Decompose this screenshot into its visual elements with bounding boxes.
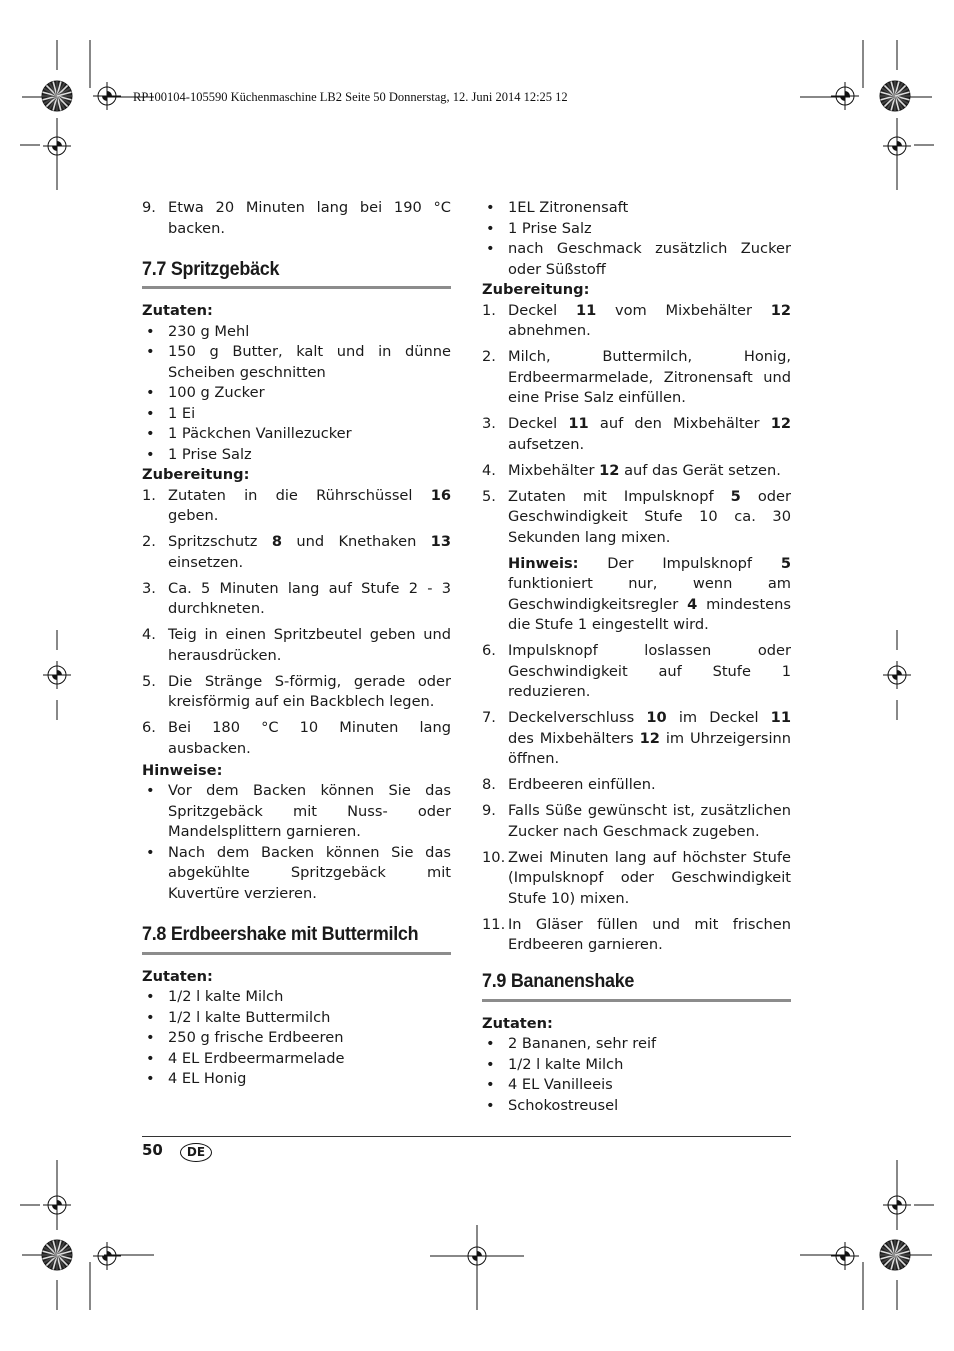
step-item xyxy=(142,625,451,666)
step-text: aufsetzen. xyxy=(508,435,585,453)
step-text: oder Geschwindigkeit Stufe 10 ca. 30 Sekunden lang mixen. xyxy=(508,487,792,546)
step-number: 1. xyxy=(142,486,156,504)
step-text: Mixbehälter xyxy=(508,461,600,479)
registration-mark-icon xyxy=(93,1242,121,1270)
intro-step: 9. Etwa 20 Minuten lang bei 190 °C backen. xyxy=(142,199,451,237)
registration-mark-icon xyxy=(93,82,121,110)
list-item xyxy=(482,1096,791,1117)
list-item-text: 1 Päckchen Vanillezucker xyxy=(168,425,352,442)
registration-mark-icon xyxy=(831,82,859,110)
zutaten-label: Zutaten: xyxy=(142,967,213,985)
list-item xyxy=(482,1034,791,1055)
step-list xyxy=(142,486,451,760)
color-wheel-icon xyxy=(42,81,72,111)
list-item xyxy=(142,424,451,445)
list-item xyxy=(142,445,451,466)
step-text: auf das Gerät setzen. xyxy=(619,461,781,479)
step-number: 4. xyxy=(482,461,496,479)
bullet-icon: • xyxy=(146,843,155,861)
step-list xyxy=(482,641,791,956)
list-item-text: 4 EL Erdbeermarmelade xyxy=(168,1049,345,1067)
ingredient-list xyxy=(482,1034,791,1116)
step-number: 4. xyxy=(142,626,156,643)
step-number: 6. xyxy=(482,642,496,659)
bullet-icon: • xyxy=(146,343,155,360)
list-item xyxy=(142,342,451,383)
list-item-text: 1 Prise Salz xyxy=(508,219,592,237)
list-item-text: 1/2 l kalte Milch xyxy=(508,1055,624,1073)
list-item xyxy=(142,322,451,343)
color-wheel-icon xyxy=(880,1240,910,1270)
step-item xyxy=(482,915,791,956)
step-item xyxy=(482,848,791,910)
ingredient-list xyxy=(142,322,451,466)
zutaten-label: Zutaten: xyxy=(482,1014,553,1032)
step-text: geben. xyxy=(168,507,219,524)
bullet-icon: • xyxy=(146,445,155,463)
part-reference: 5 xyxy=(730,487,741,505)
bullet-icon: • xyxy=(146,988,155,1005)
bullet-icon: • xyxy=(146,1029,155,1046)
bullet-icon: • xyxy=(146,1008,155,1026)
zutaten-label: Zutaten: xyxy=(142,302,213,319)
step-text: Zwei Minuten lang auf höchster Stufe (Impulsknopf oder Geschwindigkeit Stufe 10) mixen. xyxy=(508,848,791,907)
list-item-text: 2 Bananen, sehr reif xyxy=(508,1035,657,1052)
list-item xyxy=(482,239,791,280)
part-reference: 12 xyxy=(599,461,620,479)
list-item-text: Nach dem Backen können Sie das abgekühlte Spritzgebäck mit Kuvertüre verzieren. xyxy=(168,843,451,902)
part-reference: 11 xyxy=(575,301,597,319)
step-item xyxy=(142,672,451,713)
step-text: im Deckel xyxy=(666,709,771,726)
registration-mark-icon xyxy=(883,1191,911,1219)
ingredient-list xyxy=(482,198,791,280)
step-text: Bei 180 °C 10 Minuten lang ausbacken. xyxy=(168,719,451,757)
step-text: und Knethaken xyxy=(281,533,431,550)
list-item-text: Schokostreusel xyxy=(508,1096,619,1114)
list-item-text: 230 g Mehl xyxy=(168,322,250,340)
registration-mark-icon xyxy=(43,132,71,160)
left-column xyxy=(142,198,451,1090)
step-item xyxy=(482,801,791,842)
list-item xyxy=(142,1049,451,1070)
step-item xyxy=(142,532,451,573)
bullet-icon: • xyxy=(146,1049,155,1067)
section-title-7-7: 7.7 Spritzgebäck xyxy=(142,257,280,280)
list-item-text: 1 Ei xyxy=(168,404,196,422)
part-reference: 11 xyxy=(568,415,589,432)
hint-list xyxy=(142,781,451,904)
registration-mark-icon xyxy=(883,661,911,689)
hinweise-label: Hinweise: xyxy=(142,761,223,779)
step-text: Deckelverschluss xyxy=(508,709,647,726)
right-column xyxy=(482,198,791,1116)
note-hinweis: Hinweis: Der Impulsknopf 5 funktioniert nur, wenn am Geschwindigkeitsregler 4 mindestens die Stufe 1 eingestellt wird. xyxy=(508,554,791,633)
step-number: 2. xyxy=(142,533,156,550)
step-text: Ca. 5 Minuten lang auf Stufe 2 - 3 durchkneten. xyxy=(168,579,451,617)
part-reference: 11 xyxy=(770,709,791,726)
list-item-text: 1EL Zitronensaft xyxy=(508,199,629,216)
step-item xyxy=(482,461,791,482)
bullet-icon: • xyxy=(146,425,155,442)
step-text: im Uhrzeigersinn öffnen. xyxy=(508,729,791,767)
list-item-text: 150 g Butter, kalt und in dünne Scheiben geschnitten xyxy=(168,343,451,381)
step-text: Milch, Buttermilch, Honig, Erdbeermarmelade, Zitronensaft und eine Prise Salz einfüllen. xyxy=(508,348,791,406)
step-text: Die Stränge S-förmig, gerade oder kreisförmig auf ein Backblech legen. xyxy=(168,672,451,710)
step-number: 1. xyxy=(482,301,496,319)
bullet-icon: • xyxy=(486,199,495,216)
step-item xyxy=(482,414,791,455)
step-text: Erdbeeren einfüllen. xyxy=(508,776,656,793)
list-item xyxy=(142,1069,451,1090)
zubereitung-label: Zubereitung: xyxy=(142,466,250,483)
registration-mark-icon xyxy=(883,132,911,160)
bullet-icon: • xyxy=(146,782,155,799)
step-item xyxy=(142,718,451,759)
zubereitung-label: Zubereitung: xyxy=(482,281,590,298)
section-title-7-8: 7.8 Erdbeershake mit Buttermilch xyxy=(142,923,419,945)
part-reference: 12 xyxy=(770,301,792,319)
part-reference: 12 xyxy=(639,729,660,747)
language-badge: DE xyxy=(180,1143,212,1162)
list-item-text: Vor dem Backen können Sie das Spritzgebäck mit Nuss- oder Mandelsplittern garnieren. xyxy=(168,782,451,840)
bullet-icon: • xyxy=(146,404,155,422)
step-number: 9. xyxy=(482,802,496,819)
step-item xyxy=(482,347,791,409)
list-item xyxy=(142,1028,451,1049)
bullet-icon: • xyxy=(486,1035,495,1052)
footer-rule xyxy=(142,1136,791,1137)
list-item xyxy=(482,1055,791,1076)
part-reference: 16 xyxy=(430,486,451,504)
step-text: Deckel xyxy=(508,415,569,432)
step-text: Spritzschutz xyxy=(168,533,272,550)
step-text: Teig in einen Spritzbeutel geben und herausdrücken. xyxy=(168,626,451,664)
step-number: 6. xyxy=(142,719,156,736)
print-slug: RP100104-105590 Küchenmaschine LB2 Seite 50 Donnerstag, 12. Juni 2014 12:25 12 xyxy=(133,90,568,104)
bullet-icon: • xyxy=(146,1070,155,1087)
list-item xyxy=(142,781,451,843)
step-text: Falls Süße gewünscht ist, zusätzlichen Zucker nach Geschmack zugeben. xyxy=(508,802,791,840)
step-list xyxy=(482,301,791,549)
list-item xyxy=(142,404,451,425)
step-item xyxy=(482,775,791,796)
bullet-icon: • xyxy=(486,240,495,257)
step-number: 10. xyxy=(482,848,506,866)
step-item xyxy=(482,641,791,703)
section-title-7-9: 7.9 Bananenshake xyxy=(482,970,635,992)
list-item-text: 100 g Zucker xyxy=(168,384,265,401)
registration-mark-icon xyxy=(831,1242,859,1270)
bullet-icon: • xyxy=(146,322,155,340)
bullet-icon: • xyxy=(146,384,155,401)
list-item-text: 4 EL Vanilleeis xyxy=(508,1076,613,1093)
step-text: Zutaten mit Impulsknopf xyxy=(508,487,731,505)
step-text: Deckel xyxy=(508,301,576,319)
list-item-text: nach Geschmack zusätzlich Zucker oder Süßstoff xyxy=(508,240,791,278)
step-text: auf den Mixbehälter xyxy=(588,415,771,432)
step-item xyxy=(482,487,791,549)
step-number: 11. xyxy=(482,915,506,933)
list-item-text: 4 EL Honig xyxy=(168,1070,247,1087)
step-text: In Gläser füllen und mit frischen Erdbeeren garnieren. xyxy=(508,915,791,953)
step-number: 7. xyxy=(482,709,496,726)
bullet-icon: • xyxy=(486,219,495,237)
page-number: 50 xyxy=(142,1141,163,1159)
step-text: einsetzen. xyxy=(168,553,244,571)
list-item xyxy=(142,987,451,1008)
bullet-icon: • xyxy=(486,1096,495,1114)
list-item xyxy=(142,383,451,404)
list-item xyxy=(482,1075,791,1096)
registration-mark-icon xyxy=(43,661,71,689)
list-item-text: 1/2 l kalte Buttermilch xyxy=(168,1008,331,1026)
step-text: des Mixbehälters xyxy=(508,729,640,747)
step-text: abnehmen. xyxy=(508,322,591,339)
step-number: 3. xyxy=(482,415,496,432)
list-item xyxy=(142,1008,451,1029)
part-reference: 8 xyxy=(271,533,282,550)
step-text: Impulsknopf loslassen oder Geschwindigkeit auf Stufe 1 reduzieren. xyxy=(508,642,791,700)
list-item xyxy=(142,843,451,905)
color-wheel-icon xyxy=(42,1240,72,1270)
ingredient-list xyxy=(142,987,451,1090)
list-item-text: 250 g frische Erdbeeren xyxy=(168,1029,344,1046)
list-item-text: 1/2 l kalte Milch xyxy=(168,988,284,1005)
step-text: vom Mixbehälter xyxy=(596,301,771,319)
step-item xyxy=(142,486,451,527)
step-number: 5. xyxy=(482,487,496,505)
part-reference: 13 xyxy=(430,533,451,550)
list-item-text: 1 Prise Salz xyxy=(168,445,252,463)
part-reference: 10 xyxy=(646,709,667,726)
step-number: 8. xyxy=(482,776,496,793)
step-number: 3. xyxy=(142,579,156,597)
part-reference: 12 xyxy=(770,415,792,432)
registration-mark-icon xyxy=(43,1191,71,1219)
list-item xyxy=(482,198,791,219)
bullet-icon: • xyxy=(486,1076,495,1093)
step-number: 2. xyxy=(482,348,496,365)
step-item xyxy=(482,301,791,342)
bullet-icon: • xyxy=(486,1055,495,1073)
step-item xyxy=(142,579,451,620)
list-item xyxy=(482,219,791,240)
step-item xyxy=(482,708,791,770)
step-number: 5. xyxy=(142,672,156,690)
color-wheel-icon xyxy=(880,81,910,111)
step-text: Zutaten in die Rührschüssel xyxy=(168,486,431,504)
